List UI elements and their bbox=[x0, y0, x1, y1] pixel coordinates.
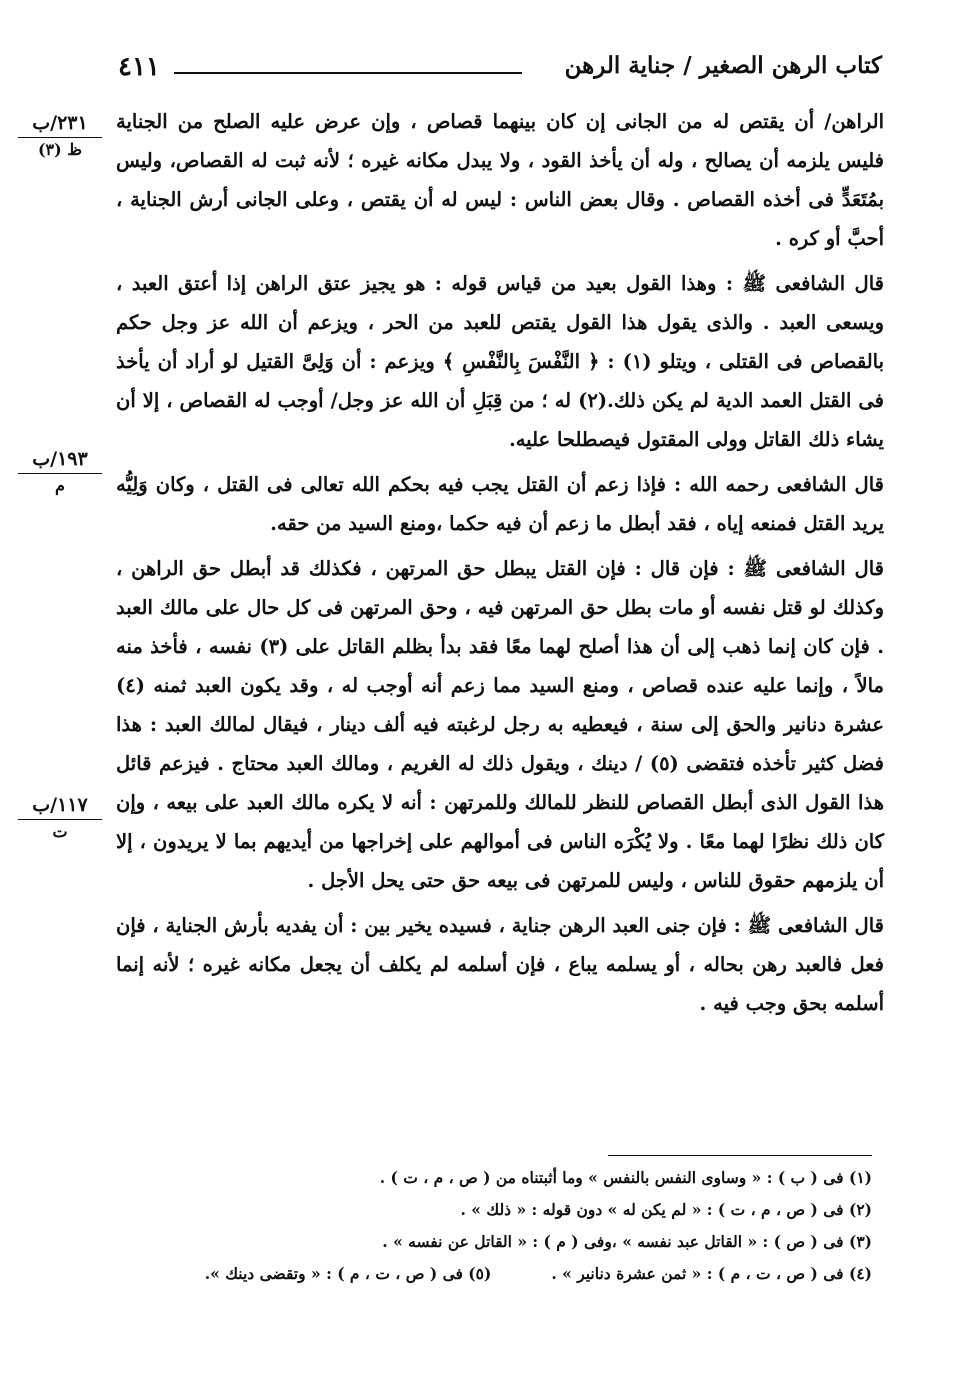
paragraph bbox=[116, 102, 884, 258]
main-text bbox=[116, 102, 884, 1023]
paragraph-lead: قال الشافعى ﷺ bbox=[742, 272, 884, 295]
paragraph bbox=[116, 906, 884, 1023]
footnote-text: (١) فى ( ب ) : « وساوى النفس بالنفس » وما أثبتناه من ( ص ، م ، ت ) . bbox=[379, 1168, 872, 1187]
margin-note-source: م bbox=[55, 476, 65, 495]
footnotes bbox=[130, 1162, 872, 1290]
running-title: كتاب الرهن الصغير / جناية الرهن bbox=[564, 52, 882, 79]
paragraph bbox=[116, 549, 884, 900]
paragraph-text: : وهذا القول بعيد من قياس قوله : هو يجيز عتق الراهن إذا أعتق العبد ، ويسعى العبد . والذى يقول هذا القول يقتص للعبد من الحر ، ويزعم أن الله عز وجل حكم بالقصاص فى القتلى ، ويتلو (١) : ﴿ النَّفْسَ بِالنَّفْسِ ﴾ ويزعم : أن وَلِىَّ القتيل لو أراد أن يأخذ فى القتل العمد الدية لم يكن ذلك.(٢) له ؛ من قِبَلِ أن الله عز وجل/ أوجب له القصاص ، إلا أن يشاء ذلك القاتل وولى المقتول فيصطلحا عليه. bbox=[116, 272, 885, 451]
margin-note-folio: ٢٣١/ب bbox=[18, 112, 102, 138]
footnote bbox=[130, 1194, 872, 1226]
paragraph-lead: قال الشافعى ﷺ bbox=[747, 914, 884, 937]
paragraph-text: رحمه الله : فإذا زعم أن القتل يجب فيه بحكم الله تعالى فى القتل ، وكان وَلِيُّه يريد القتل فمنعه إياه ، فقد أبطل ما زعم أن فيه حكما ،ومنع السيد من حقه. bbox=[116, 473, 884, 535]
page-number: ٤١١ bbox=[118, 52, 160, 82]
footnote bbox=[130, 1226, 872, 1258]
footnote-text: (٢) فى ( ص ، م ، ت ) : « لم يكن له » دون قوله : « ذلك » . bbox=[460, 1200, 872, 1219]
footnote-rule bbox=[608, 1155, 872, 1156]
paragraph-text: الراهن/ أن يقتص له من الجانى إن كان بينهما قصاص ، وإن عرض عليه الصلح من الجناية فليس يلزمه أن يصالح ، وله أن يأخذ القود ، ولا يبدل مكانه غيره ؛ لأنه ثبت له القصاص، وليس بمُتَعَدٍّ فى أخذه القصاص . وقال بعض الناس : ليس له أن يقتص ، وعلى الجانى أرش الجناية ، أحبَّ أو كره . bbox=[116, 110, 884, 250]
margin-note bbox=[18, 112, 102, 159]
margin-note bbox=[18, 448, 102, 495]
paragraph-text: : فإن قال : فإن القتل يبطل حق المرتهن ، فكذلك قد أبطل حق الراهن ، وكذلك لو قتل نفسه أو مات بطل حق المرتهن فيه ، وحق المرتهن فى كل حال على مالك العبد . فإن كان إنما ذهب إلى أن هذا أصلح لهما معًا فقد بدأ بظلم القاتل على (٣) نفسه ، فأخذ منه مالاً ، وإنما عليه عنده قصاص ، ومنع السيد مما زعم أنه أوجب له ، وقد يكون العبد ثمنه (٤) عشرة دنانير والحق إلى سنة ، فيعطيه به رجل لرغبته فيه ألف دينار ، فيقال لمالك العبد : هذا فضل كثير تأخذه فتقضى (٥) / دينك ، ويقول ذلك له الغريم ، ومالك العبد محتاج . فيزعم قائل هذا القول الذى أبطل القصاص للنظر للمالك وللمرتهن : أنه لا يكره مالك العبد على بيعه ، وإن كان ذلك نظرًا لهما معًا . ولا يُكْرَه الناس فى أموالهم على إخراجها من أيديهم بما لا يريدون ، إلا أن يلزمهم حقوق للناس ، وليس للمرتهن فى بيعه حق حتى يحل الأجل . bbox=[116, 557, 884, 892]
header-rule bbox=[174, 72, 522, 74]
margin-note-source: ت bbox=[52, 822, 68, 841]
margin-note bbox=[18, 794, 102, 841]
footnote-text: (٤) فى ( ص ، ت ، م ) : « ثمن عشرة دنانير » . bbox=[551, 1264, 872, 1283]
paragraph bbox=[116, 465, 884, 543]
margin-note-folio: ١٩٣/ب bbox=[18, 448, 102, 474]
footnote-text: (٣) فى ( ص ) : « القاتل عبد نفسه » ،وفى ( م ) : « القاتل عن نفسه » . bbox=[382, 1232, 872, 1251]
footnote-row bbox=[130, 1258, 872, 1290]
paragraph-lead: قال الشافعى bbox=[776, 473, 884, 496]
margin-note-folio: ١١٧/ب bbox=[18, 794, 102, 820]
footnote-text: (٥) فى ( ص ، ت ، م ) : « وتقضى دينك ». bbox=[204, 1264, 492, 1283]
page-header bbox=[112, 52, 882, 92]
footnote bbox=[130, 1162, 872, 1194]
paragraph-text: : فإن جنى العبد الرهن جناية ، فسيده يخير بين : أن يفديه بأرش الجناية ، فإن فعل فالعبد رهن بحاله ، أو يسلمه يباع ، فإن أسلمه لم يكلف أن يجعل مكانه غيره ؛ لأنه إنما أسلمه بحق وجب فيه . bbox=[116, 914, 884, 1015]
margin-note-source: ظ (٣) bbox=[37, 140, 83, 159]
paragraph bbox=[116, 264, 884, 459]
paragraph-lead: قال الشافعى ﷺ bbox=[743, 557, 884, 580]
